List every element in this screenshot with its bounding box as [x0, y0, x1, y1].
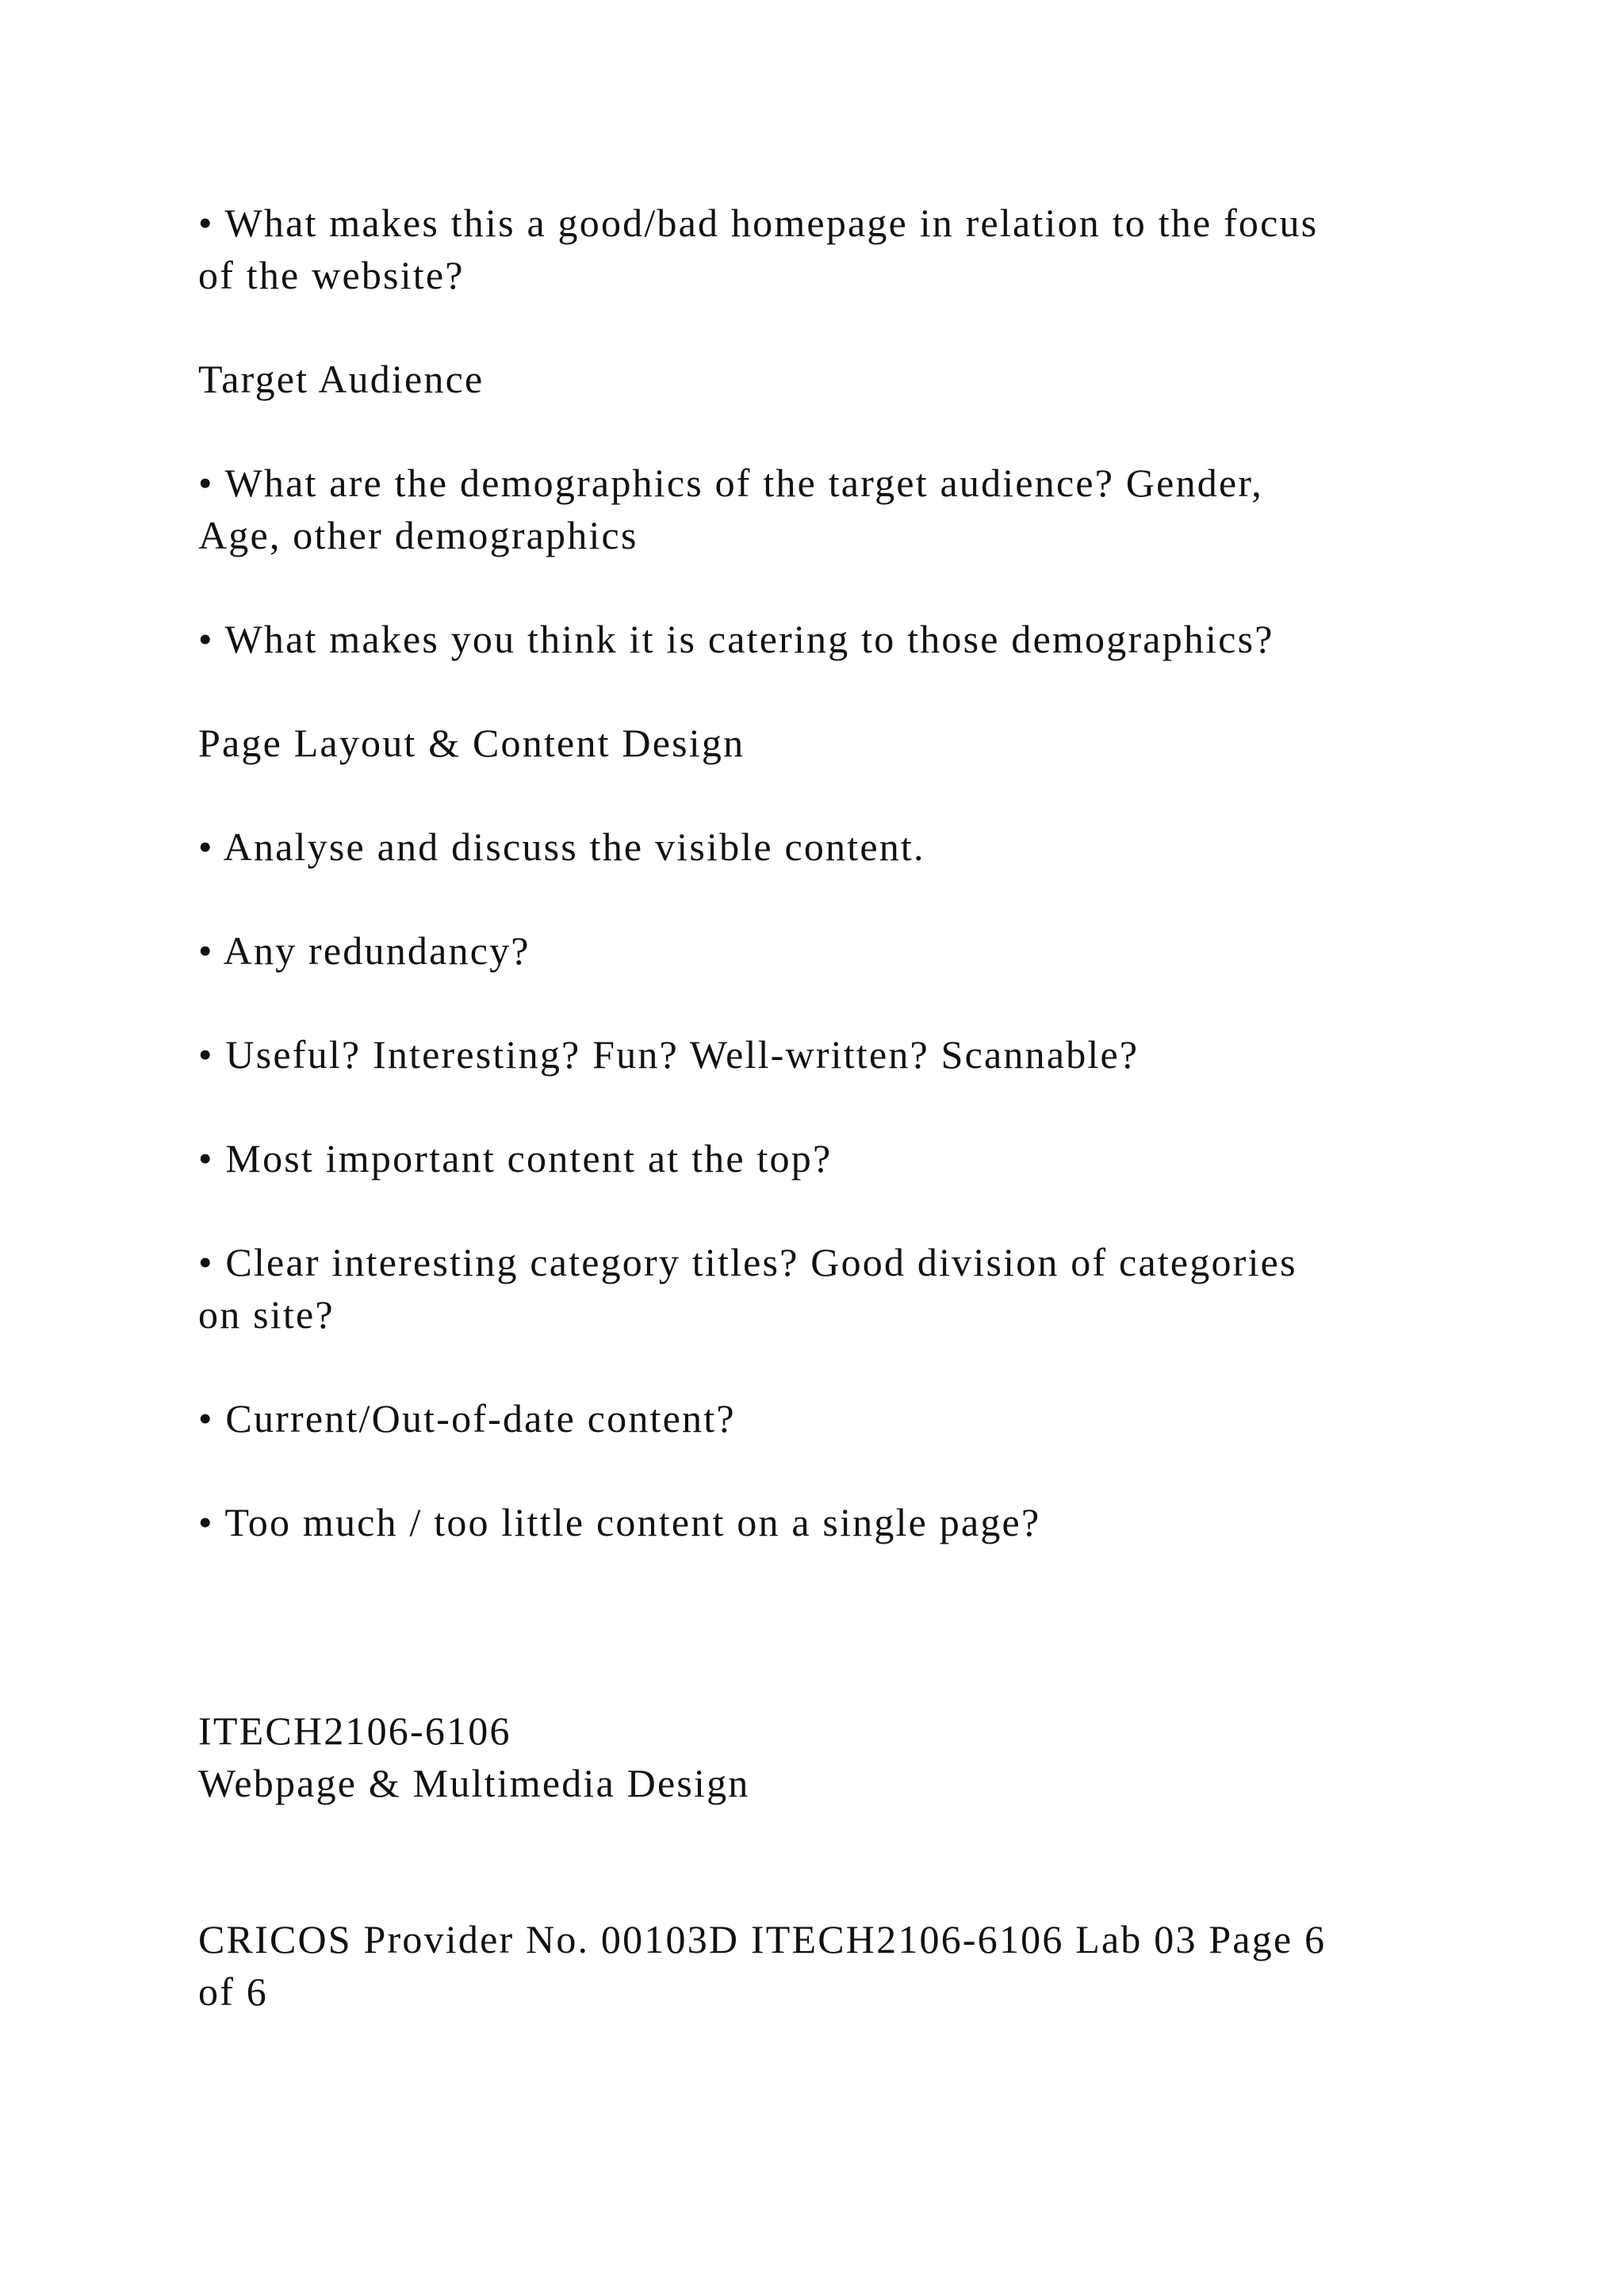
question-demographics: • What are the demographics of the target audience? Gender, Age, other demographics	[198, 461, 1263, 557]
list-item: • Clear interesting category titles? Good division of categories on site?	[198, 1240, 1297, 1337]
section-heading-target-audience: Target Audience	[198, 357, 485, 401]
question-catering: • What makes you think it is catering to those demographics?	[198, 617, 1274, 661]
list-item: • Too much / too little content on a single page?	[198, 1500, 1041, 1544]
list-item: • Useful? Interesting? Fun? Well-written? Scannable?	[198, 1032, 1139, 1077]
course-name: Webpage & Multimedia Design	[198, 1761, 750, 1805]
list-item: • Analyse and discuss the visible content.	[198, 825, 925, 869]
list-item: • Most important content at the top?	[198, 1136, 833, 1181]
page-footer: CRICOS Provider No. 00103D ITECH2106-6106 Lab 03 Page 6 of 6	[198, 1917, 1327, 2014]
list-item: • Current/Out-of-date content?	[198, 1396, 736, 1441]
question-homepage-focus: • What makes this a good/bad homepage in relation to the focus of the website?	[198, 201, 1319, 297]
course-code: ITECH2106-6106	[198, 1709, 511, 1753]
list-item: • Any redundancy?	[198, 928, 530, 973]
section-heading-layout-content: Page Layout & Content Design	[198, 721, 745, 765]
